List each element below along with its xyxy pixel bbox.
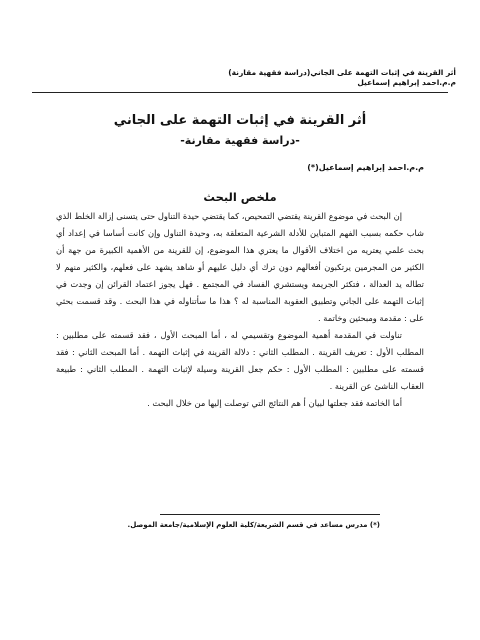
- abstract-paragraph-3: أما الخاتمة فقد جعلتها لبيان أ هم النتائج التي توصلت إليها من خلال البحث .: [147, 398, 402, 408]
- abstract-heading: ملخص البحث: [203, 190, 277, 204]
- running-head-title: أثر القرينة في إثبات التهمة على الجاني(دراسة فقهية مقارنة): [228, 68, 456, 77]
- abstract-paragraph-2: تناولت في المقدمة أهمية الموضوع وتقسيمي له ، أما المبحث الأول ، فقد قسمته على مطلبين : المطلب الأول : تعريف القرينة . المطلب الثاني : دلالة القرينة في إثبات التهمة . أما المبحث الثاني : فقد قسمته على مطلبين : المطلب الأول : حكم جعل القرينة وسيلة لإثبات التهمة . المطلب الثاني : طبيعة العقاب الناشئ عن القرينة .: [56, 330, 424, 391]
- footnote-rule: [160, 514, 380, 515]
- running-head-author: م.م.احمد إبراهيم إسماعيل: [357, 78, 456, 87]
- abstract-paragraph-1: إن البحث في موضوع القرينة يقتضي التمحيص، كما يقتضي حيدة التناول حتى يتسنى إزالة الخلط الذي شاب حكمه بسبب الفهم المتباين للأدلة الشرعية المتعلقة به، وحيدة التناول وإن كانت أساسا في إعداد أي بحث علمي يعتريه من اختلاف الأقوال ما يعتري هذا الموضوع، إن للقرينة من الأهمية الكبيرة من جهة أن الكثير من المجرمين يرتكبون أفعالهم دون ترك أي دليل عليهم أو شاهد يشهد على فعلهم، والكثير منهم لا تطاله يد العدالة ، فتكثر الجريمة ويستشري الفساد في المجتمع . فهل يجوز اعتماد القرائن إن وجدت في إثبات التهمة على الجاني وتطبيق العقوبة المناسبة له ؟ هذا ما سأتناوله في هذا البحث . وقد قسمت بحثي على : مقدمة ومبحثين وخاتمة .: [56, 211, 424, 323]
- footnote: (*) مدرس مساعد في قسم الشريعة/كلية العلوم الإسلامية/جامعة الموصل.: [127, 521, 380, 529]
- running-head: [156, 68, 456, 88]
- header-rule: [32, 92, 448, 93]
- author-name: م.م.احمد إبراهيم إسماعيل(*): [307, 163, 424, 172]
- abstract-body: [56, 208, 424, 412]
- paper-subtitle: -دراسة فقهية مقارنة-: [180, 134, 300, 147]
- paper-title: أثر القرينة في إثبات التهمة على الجاني: [113, 113, 367, 128]
